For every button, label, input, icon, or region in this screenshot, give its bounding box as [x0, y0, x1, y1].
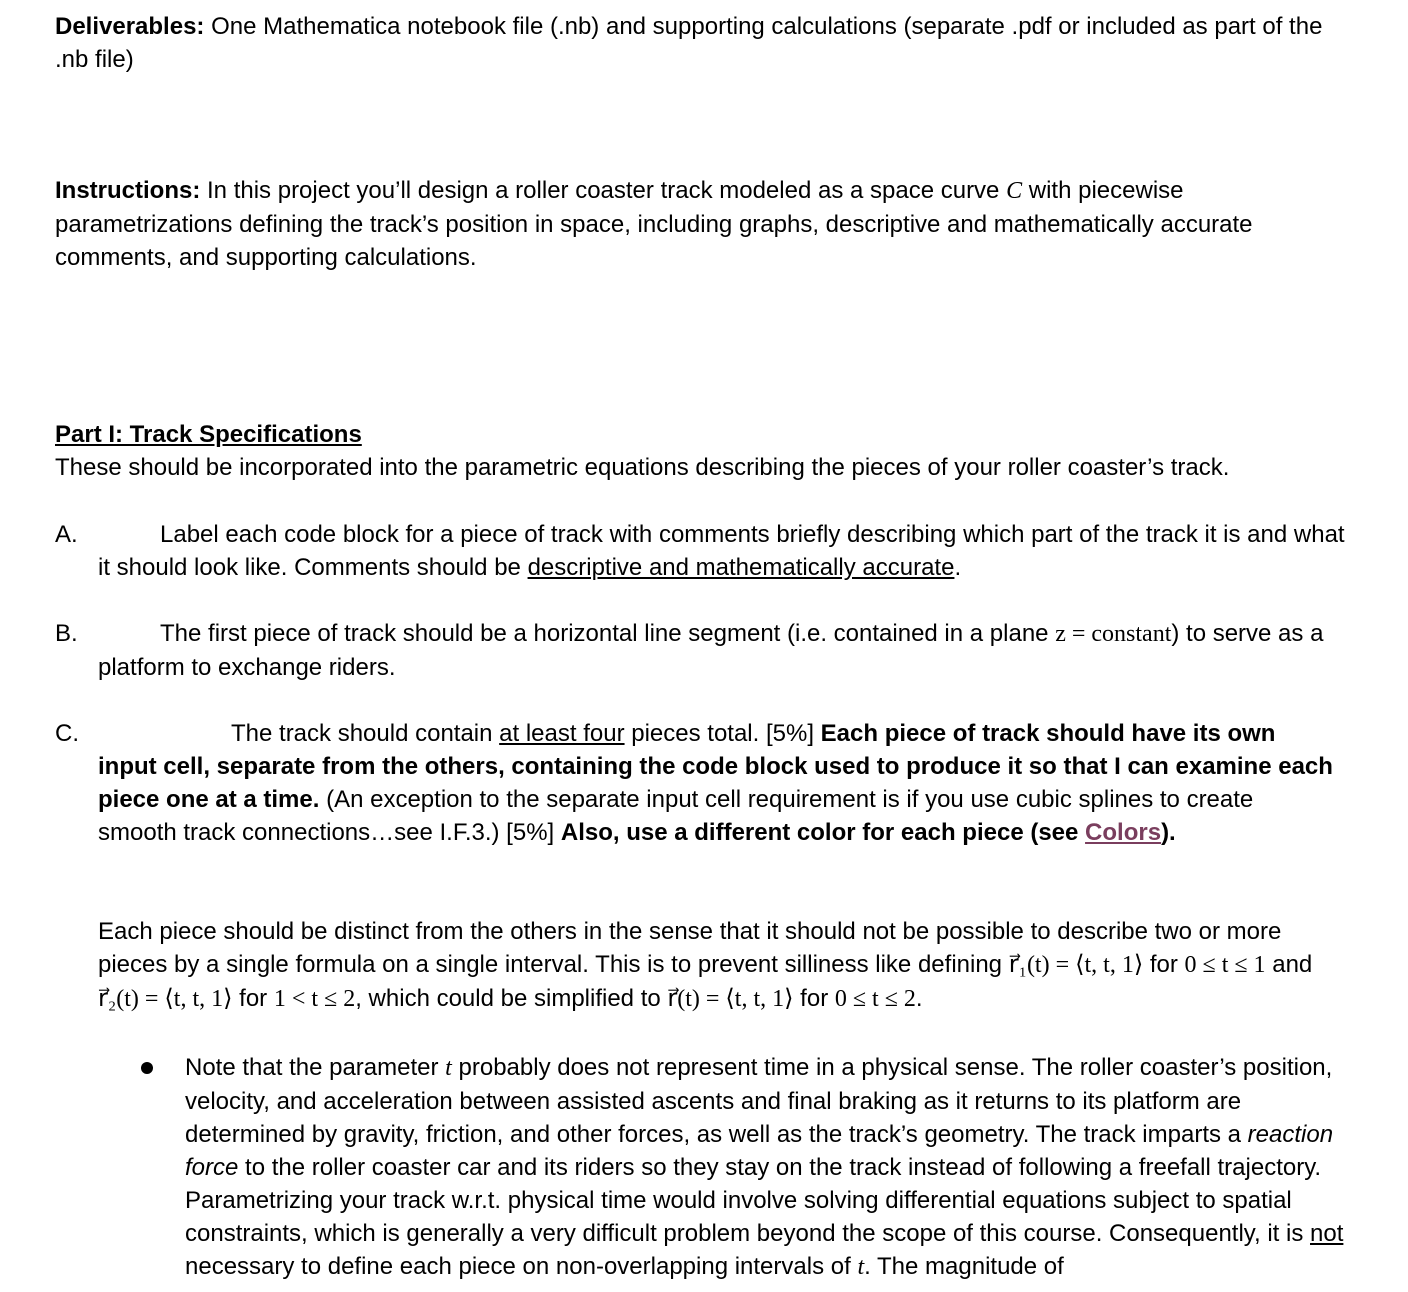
instructions-paragraph: Instructions: In this project you’ll design a roller coaster track modeled as a space curve C with piecewise parametrizations defining the track’s position in space, including graphs, descriptive and mathematically accurate comments, and supporting calculations. [55, 177, 1253, 271]
item-a-text: Label each code block for a piece of track with comments briefly describing which part of the track it is and what it should look like. Comments should be descriptive and mathematically accurate. [98, 521, 1345, 581]
parameter-note: Note that the parameter t probably does not represent time in a physical sense. The roller coaster’s position, velocity, and acceleration between assisted ascents and final braking as it returns to its platform are determined by gravity, friction, and other forces, as well as the track’s geometry. The track imparts a reaction force to the roller coaster car and its riders so they stay on the track instead of following a freefall trajectory. Parametrizing your track w.r.t. physical time would involve solving differential equations subject to spatial constraints, which is generally a very difficult problem beyond the scope of this course. Consequently, it is not necessary to define each piece on non-overlapping intervals of t. The magnitude of [185, 1054, 1344, 1280]
instructions-label: Instructions: [55, 177, 201, 204]
colors-link[interactable]: Colors [1085, 819, 1162, 846]
bullet-icon [141, 1062, 153, 1074]
curve-symbol: C [1006, 178, 1023, 204]
item-b-text: The first piece of track should be a horizontal line segment (i.e. contained in a plane z = constant) to serve as a platform to exchange riders. [98, 620, 1324, 681]
descriptive-accurate-link: descriptive and mathematically accurate [527, 554, 955, 581]
deliverables-label: Deliverables: [55, 13, 205, 40]
item-b-marker: B. [55, 620, 78, 647]
deliverables-text: One Mathematica notebook file (.nb) and supporting calculations (separate .pdf or included as part of the .nb file) [55, 13, 1323, 73]
item-c-marker: C. [55, 720, 79, 747]
part1-intro: These should be incorporated into the parametric equations describing the pieces of your roller coaster’s track. [55, 454, 1230, 481]
item-a-marker: A. [55, 521, 78, 548]
deliverables-paragraph [55, 10, 1355, 76]
item-c-text: The track should contain at least four pieces total. [5%] Each piece of track should have its own input cell, separate from the others, containing the code block used to produce it so that I can examine each piece one at a time. (An exception to the separate input cell requirement is if you use cubic splines to create smooth track connections…see I.F.3.) [5%] Also, use a different color for each piece (see Colors). [98, 720, 1333, 846]
distinct-paragraph: Each piece should be distinct from the others in the sense that it should not be possible to describe two or more pieces by a single formula on a single interval. This is to prevent silliness like defining r⃗₁(t) = ⟨t, t, 1⟩ for 0 ≤ t ≤ 1 and r⃗₂(t) = ⟨t, t, 1⟩ for 1 < t ≤ 2, which could be simplified to r⃗(t) = ⟨t, t, 1⟩ for 0 ≤ t ≤ 2. [98, 918, 1313, 1012]
part1-heading: Part I: Track Specifications [55, 421, 362, 448]
plane-equation: z = constant [1055, 621, 1172, 647]
